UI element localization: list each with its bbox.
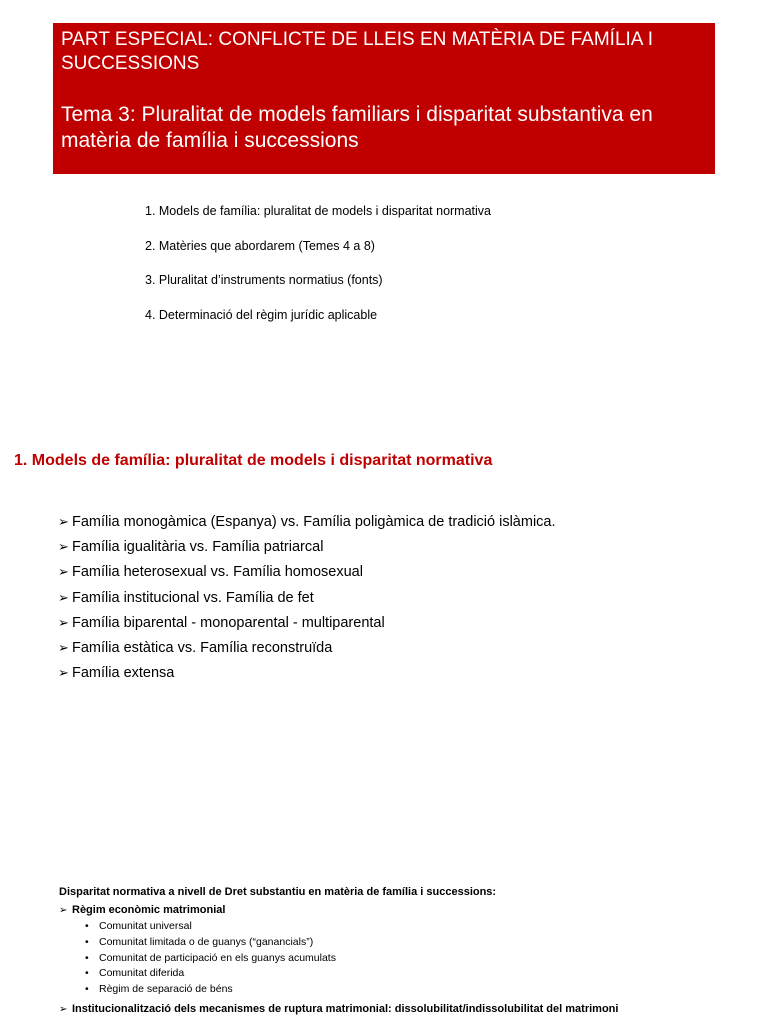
arrowhead-bullet-icon: ➢ (58, 589, 69, 605)
arrowhead-bullet-icon: ➢ (58, 639, 69, 655)
arrowhead-bullet-icon: ➢ (58, 539, 69, 555)
list-item (58, 638, 556, 663)
list-item (59, 966, 749, 982)
list-item (58, 588, 556, 613)
arrowhead-bullet-icon: ➢ (58, 514, 69, 529)
topic-institucionalitzacio (59, 1001, 749, 1018)
topic-label: Règim econòmic matrimonial (72, 904, 226, 916)
list-item-text: Comunitat limitada o de guanys (“ganancials”) (99, 935, 314, 948)
toc-item: 2. Matèries que abordarem (Temes 4 a 8) (145, 238, 375, 253)
toc-item: 1. Models de família: pluralitat de models i disparitat normativa (145, 204, 491, 218)
dot-bullet-icon: • (85, 935, 89, 948)
dot-bullet-icon: • (85, 983, 89, 996)
list-item-text: Família estàtica vs. Família reconstruïda (72, 639, 333, 656)
list-item (58, 613, 556, 638)
part-title: PART ESPECIAL: CONFLICTE DE LLEIS EN MATÈRIA DE FAMÍLIA I SUCCESSIONS (61, 29, 653, 74)
list-item-text: Comunitat universal (99, 920, 192, 932)
regim-list (59, 919, 749, 998)
section-title: 1. Models de família: pluralitat de models i disparitat normativa (14, 452, 493, 469)
title-banner (53, 23, 715, 174)
list-item-text: Comunitat de participació en els guanys acumulats (99, 951, 336, 964)
toc-item: 3. Pluralitat d’instruments normatius (fonts) (145, 273, 383, 287)
table-of-contents (145, 203, 491, 341)
list-item (58, 537, 556, 562)
family-models-list (58, 512, 556, 688)
dot-bullet-icon: • (85, 920, 89, 932)
arrowhead-bullet-icon: ➢ (59, 905, 68, 916)
disparitat-heading: Disparitat normativa a nivell de Dret substantiu en matèria de família i successions: (59, 886, 497, 898)
arrowhead-bullet-icon: ➢ (58, 665, 69, 681)
list-item (58, 663, 556, 688)
list-item-text: Família institucional vs. Família de fet (72, 589, 314, 606)
list-item (58, 562, 556, 587)
arrowhead-bullet-icon: ➢ (58, 564, 69, 580)
list-item (59, 982, 749, 998)
topic-label: Institucionalització dels mecanismes de ruptura matrimonial: dissolubilitat/indissolubilitat del matrimoni (72, 1002, 619, 1015)
list-item-text: Família monogàmica (Espanya) vs. Família poligàmica de tradició islàmica. (72, 514, 556, 530)
list-item-text: Família heterosexual vs. Família homosexual (72, 564, 363, 581)
disparitat-section (59, 884, 749, 1018)
list-item-text: Règim de separació de béns (99, 983, 233, 996)
topic-regim-economic (59, 902, 749, 919)
list-item-text: Família igualitària vs. Família patriarcal (72, 539, 324, 556)
list-item-text: Família extensa (72, 665, 175, 682)
list-item (59, 951, 749, 967)
list-item (58, 512, 556, 537)
list-item-text: Comunitat diferida (99, 967, 185, 980)
list-item (59, 935, 749, 951)
dot-bullet-icon: • (85, 951, 89, 964)
dot-bullet-icon: • (85, 967, 89, 980)
toc-item: 4. Determinació del règim jurídic aplicable (145, 307, 378, 322)
topic-title: Tema 3: Pluralitat de models familiars i disparitat substantiva en matèria de família i successions (61, 103, 653, 152)
arrowhead-bullet-icon: ➢ (58, 614, 69, 630)
arrowhead-bullet-icon: ➢ (59, 1003, 68, 1015)
list-item (59, 919, 749, 935)
list-item-text: Família biparental - monoparental - multiparental (72, 614, 385, 631)
